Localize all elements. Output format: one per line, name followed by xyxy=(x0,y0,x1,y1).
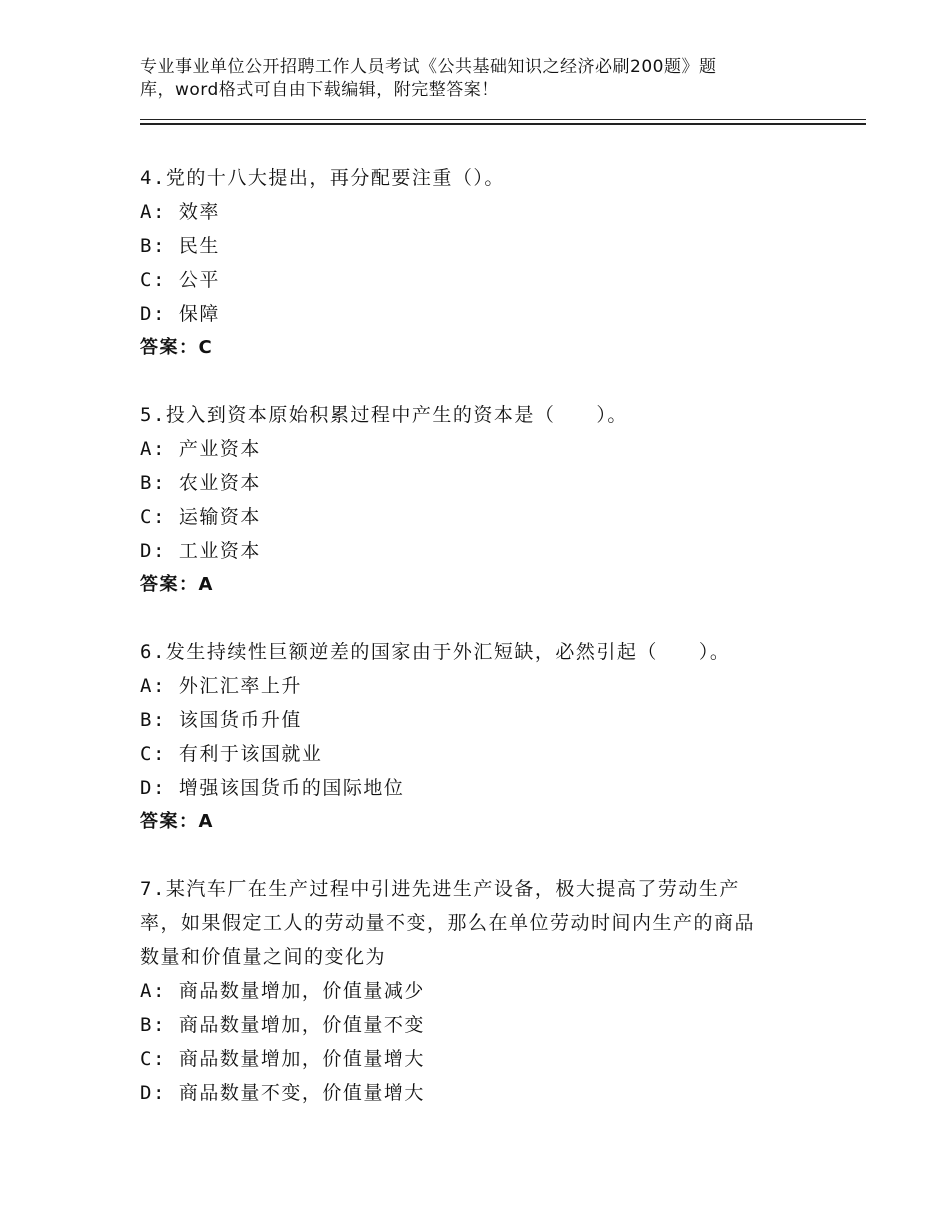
question-item xyxy=(140,161,810,365)
option-c: C: 商品数量增加，价值量增大 xyxy=(140,1048,425,1070)
header-line-2: 库，word格式可自由下载编辑，附完整答案！ xyxy=(140,80,499,100)
document-header xyxy=(140,56,820,102)
option-d: D: 保障 xyxy=(140,303,220,325)
question-item xyxy=(140,635,810,839)
option-a: A: 外汇汇率上升 xyxy=(140,675,302,697)
option-b: B: 农业资本 xyxy=(140,472,261,494)
question-list xyxy=(140,161,810,1143)
option-a: A: 效率 xyxy=(140,201,220,223)
option-c: C: 运输资本 xyxy=(140,506,261,528)
question-stem: 4.党的十八大提出，再分配要注重（）。 xyxy=(140,167,505,189)
answer-label: 答案：C xyxy=(140,337,214,358)
answer-label: 答案：A xyxy=(140,574,214,595)
question-stem-line-2: 率，如果假定工人的劳动量不变，那么在单位劳动时间内生产的商品 xyxy=(140,912,756,934)
option-b: B: 该国货币升值 xyxy=(140,709,302,731)
question-stem-line-1: 7.某汽车厂在生产过程中引进先进生产设备，极大提高了劳动生产 xyxy=(140,878,740,900)
header-line-1: 专业事业单位公开招聘工作人员考试《公共基础知识之经济必刷200题》题 xyxy=(140,57,717,77)
option-c: C: 有利于该国就业 xyxy=(140,743,323,765)
option-d: D: 增强该国货币的国际地位 xyxy=(140,777,405,799)
option-b: B: 民生 xyxy=(140,235,220,257)
header-divider-thick xyxy=(140,123,866,125)
option-c: C: 公平 xyxy=(140,269,220,291)
option-b: B: 商品数量增加，价值量不变 xyxy=(140,1014,425,1036)
question-stem-line-3: 数量和价值量之间的变化为 xyxy=(140,946,387,968)
question-stem: 6.发生持续性巨额逆差的国家由于外汇短缺，必然引起（ ）。 xyxy=(140,641,731,663)
option-a: A: 商品数量增加，价值量减少 xyxy=(140,980,425,1002)
option-a: A: 产业资本 xyxy=(140,438,261,460)
question-item xyxy=(140,398,810,602)
header-divider-thin xyxy=(140,119,866,120)
question-item xyxy=(140,872,810,1110)
answer-label: 答案：A xyxy=(140,811,214,832)
question-stem: 5.投入到资本原始积累过程中产生的资本是（ ）。 xyxy=(140,404,628,426)
option-d: D: 商品数量不变，价值量增大 xyxy=(140,1082,425,1104)
option-d: D: 工业资本 xyxy=(140,540,261,562)
